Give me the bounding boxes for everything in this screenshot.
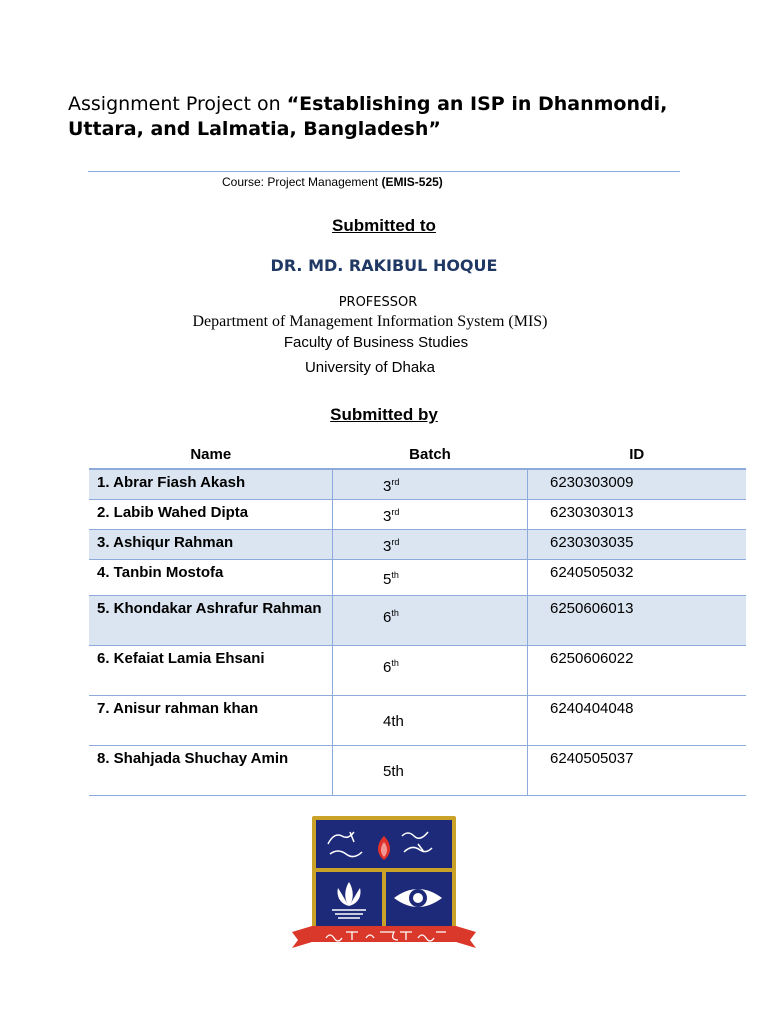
member-id: 6250606022 xyxy=(550,650,634,667)
column-header-name: Name xyxy=(190,446,232,463)
batch-number: 3 xyxy=(383,538,392,555)
member-name: 1. Abrar Fiash Akash xyxy=(89,469,333,500)
member-id: 6240404048 xyxy=(550,700,634,717)
member-batch xyxy=(333,469,528,500)
document-title xyxy=(68,92,708,142)
members-table-header xyxy=(89,443,746,469)
table-row xyxy=(89,469,746,500)
member-id: 6240505037 xyxy=(550,750,634,767)
table-row xyxy=(89,646,746,696)
member-id: 6230303009 xyxy=(550,474,634,491)
member-batch xyxy=(333,500,528,530)
column-header-id: ID xyxy=(629,446,645,463)
member-batch xyxy=(333,530,528,560)
member-name: 2. Labib Wahed Dipta xyxy=(89,500,333,530)
crest-divider-v xyxy=(382,872,386,926)
table-row xyxy=(89,530,746,560)
member-batch xyxy=(333,560,528,596)
member-name: 7. Anisur rahman khan xyxy=(89,696,333,746)
professor-name: DR. MD. RAKIBUL HOQUE xyxy=(270,256,498,275)
member-name: 5. Khondakar Ashrafur Rahman xyxy=(89,596,333,646)
faculty-name: Faculty of Business Studies xyxy=(283,334,469,351)
batch-number: 5th xyxy=(383,763,404,780)
crest-divider-h xyxy=(316,868,452,872)
batch-number: 6 xyxy=(383,609,392,626)
batch-number: 5 xyxy=(383,571,392,588)
member-batch xyxy=(333,596,528,646)
member-batch xyxy=(333,646,528,696)
members-table xyxy=(89,443,746,796)
title-main: “Establishing an ISP in Dhanmondi, Uttara, and Lalmatia, Bangladesh” xyxy=(68,93,668,140)
batch-suffix: rd xyxy=(391,477,400,487)
title-lead: Assignment Project xyxy=(68,93,251,115)
submitted-to-heading: Submitted to xyxy=(332,216,436,235)
member-name: 8. Shahjada Shuchay Amin xyxy=(89,746,333,796)
batch-number: 3 xyxy=(383,478,392,495)
course-name: Project Management xyxy=(267,175,379,189)
batch-number: 3 xyxy=(383,508,392,525)
department-name: Department of Management Information System (MIS) xyxy=(192,313,548,330)
batch-suffix: th xyxy=(391,608,399,618)
table-row xyxy=(89,500,746,530)
table-row xyxy=(89,696,746,746)
member-id: 6230303035 xyxy=(550,534,634,551)
member-name: 6. Kefaiat Lamia Ehsani xyxy=(89,646,333,696)
course-label: Course: xyxy=(222,175,265,189)
member-id: 6240505032 xyxy=(550,564,634,581)
batch-number: 6 xyxy=(383,659,392,676)
university-name: University of Dhaka xyxy=(304,359,436,376)
column-header-batch: Batch xyxy=(409,446,451,463)
batch-suffix: th xyxy=(391,570,399,580)
member-id: 6230303013 xyxy=(550,504,634,521)
course-line xyxy=(222,175,443,189)
batch-suffix: th xyxy=(391,658,399,668)
batch-suffix: rd xyxy=(391,507,400,517)
submitted-by-heading: Submitted by xyxy=(330,405,438,424)
table-row xyxy=(89,746,746,796)
member-name: 3. Ashiqur Rahman xyxy=(89,530,333,560)
batch-number: 4th xyxy=(383,713,404,730)
batch-suffix: rd xyxy=(391,537,400,547)
member-batch xyxy=(333,746,528,796)
member-batch xyxy=(333,696,528,746)
member-name: 4. Tanbin Mostofa xyxy=(89,560,333,596)
professor-title: PROFESSOR xyxy=(338,295,418,310)
table-row xyxy=(89,560,746,596)
university-of-dhaka-crest-icon xyxy=(290,814,478,954)
course-code: (EMIS-525) xyxy=(381,175,443,189)
table-row xyxy=(89,596,746,646)
title-connector: on xyxy=(256,93,281,115)
member-id: 6250606013 xyxy=(550,600,634,617)
title-divider xyxy=(88,171,680,172)
